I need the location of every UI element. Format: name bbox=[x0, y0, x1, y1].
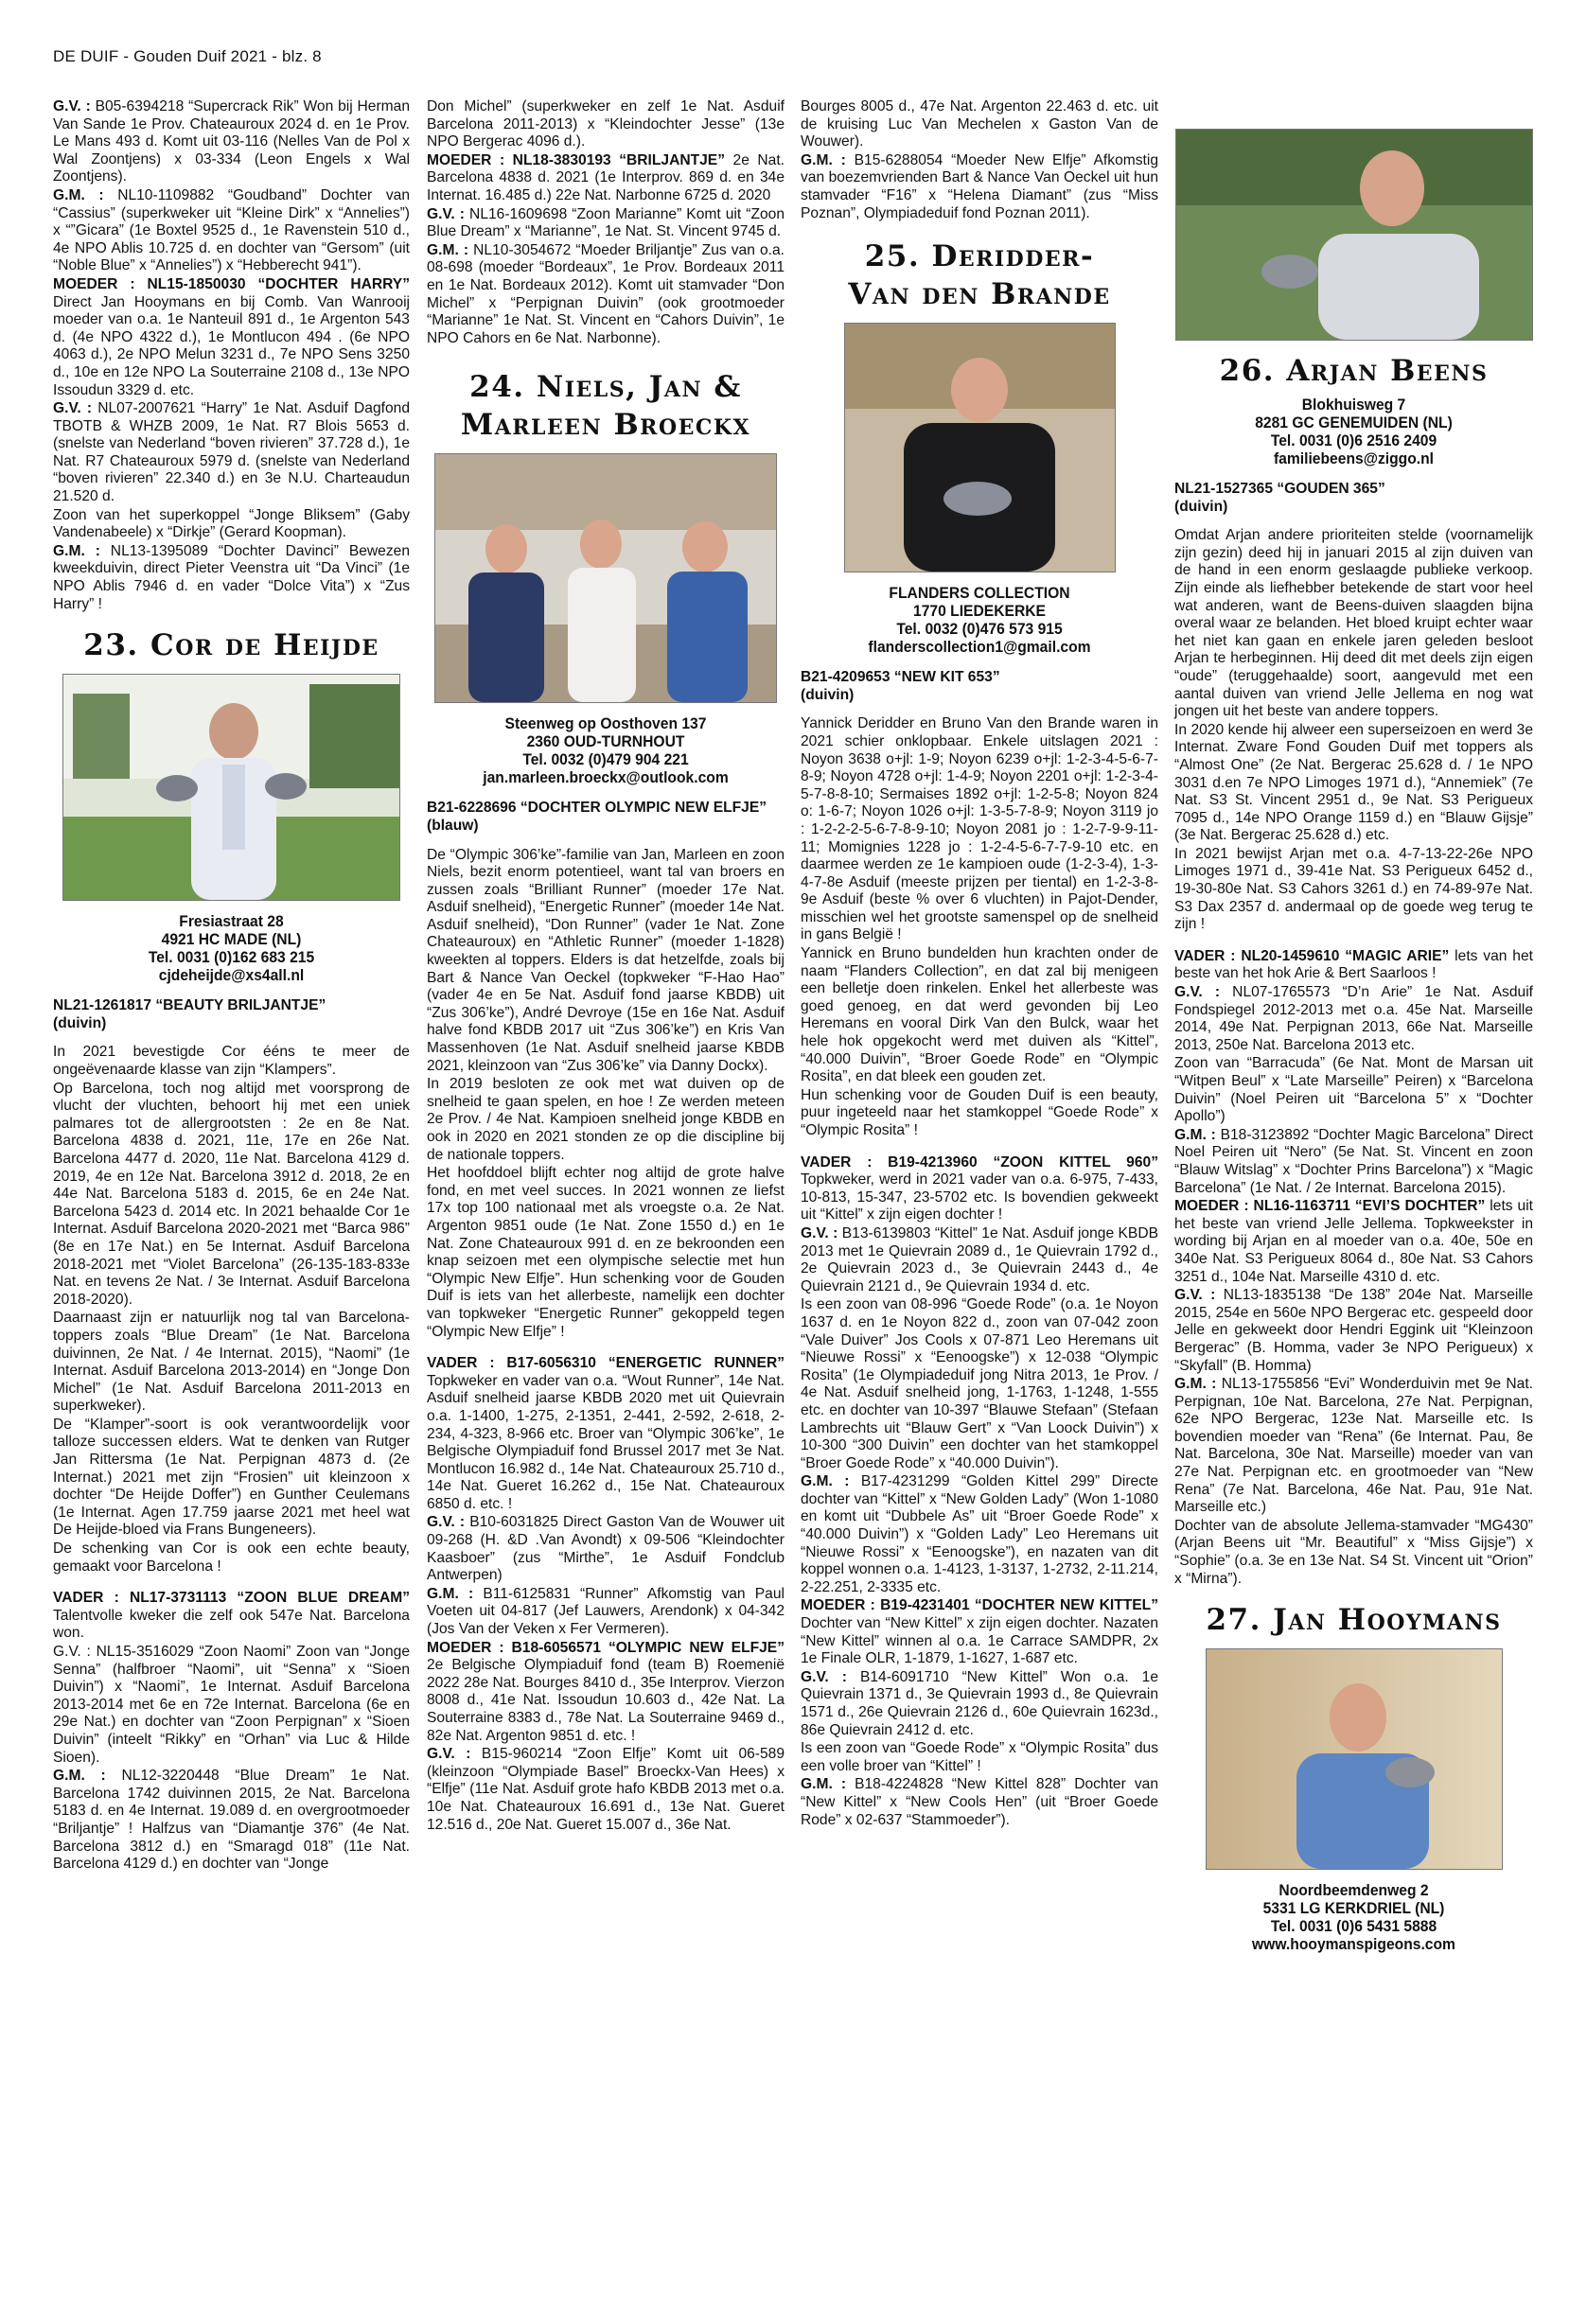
pedigree-line: G.V. : B15-960214 “Zoon Elfje” Komt uit 06-589 (kleinzoon “Olympiade Basel” Broeckx-Van Hees) x “Elfje” (11e Nat. Asduif grote hafo KBDB 2013 met o.a. 10e Nat. Chateauroux 16.691 d., 13e Nat. Gueret 12.516 d., 20e Nat. Gueret 15.007 d., 36e Nat. bbox=[427, 1746, 785, 1833]
bird-sex: (duivin) bbox=[801, 686, 855, 703]
pedigree-line: VADER : B17-6056310 “ENERGETIC RUNNER” Topkweker en vader van o.a. “Wout Runner”, 14e Nat. Asduif snelheid jaarse KBDB 2020 met uit Quievrain o.a. 1-1400, 1-275, 2-1351, 2-441, 2-592, 2-618, 2-234, 4-323, 8-966 etc. Broer van “Olympic 306’ke”, 1e Belgische Olympiaduif fond Brussel 2017 met 3e Nat. Montlucon 16.982 d., 14e Nat. Chateauroux 25.710 d., 14e Nat. Gueret 16.262 d., 15e Nat. Chateauroux 6850 d. etc. ! bbox=[427, 1355, 785, 1512]
section-title-23: 23. Cor de Heijde bbox=[83, 628, 379, 663]
paragraph: G.V. : NL07-2007621 “Harry” 1e Nat. Asduif Dagfond TBOTB & WHZB 2009, 1e Nat. R7 Blois 5653 d. (snelste van Nederland “boven rivieren” 37.728 d.), 1e Nat. R7 Chateauroux 5979 d. (snelste van Nederland “boven rivieren” 22.340 d.) en 3e N.U. Charteaudun 21.520 d. bbox=[53, 400, 410, 505]
paragraph: Omdat Arjan andere prioriteiten stelde (voornamelijk zijn gezin) deed hij in januari 2015 al zijn duiven van de hand in een enorm geslaagde publieke verkoop. Zijn einde als liefhebber betekende de start voor heel wat anderen, want de Beens-duiven slaagden bijna overal waar ze belanden. Het bloed kruipt echter waar het niet kan gaan en enkele jaren geleden besloot Arjan te herbeginnen. Hij deed dit met deels zijn eigen “oude” (teruggehaalde) soort, aangevuld met een aantal duiven van vriend Jelle Jellema en nog wat jongen uit het beste van andere toppers. bbox=[1174, 527, 1533, 720]
paragraph: Bourges 8005 d., 47e Nat. Argenton 22.463 d. etc. uit de kruising Luc Van Mechelen x Gaston Van de Wouwer). bbox=[801, 98, 1158, 150]
pedigree-line: G.V. : B13-6139803 “Kittel” 1e Nat. Asduif jonge KBDB 2013 met 1e Quievrain 2089 d., 1e Quievrain 1792 d., 2e Quievrain 2023 d., 3e Quievrain 2443 d., 4e Quievrain 2121 d., 9e Quievrain 1934 d. etc. bbox=[801, 1224, 1158, 1294]
section-title-26: 26. Arjan Beens bbox=[1219, 354, 1489, 388]
pedigree-line: Dochter van de absolute Jellema-stamvader “MG430” (Arjan Beens uit “Mr. Beautiful” x “Miss Gijsje”) x “Sophie” (o.a. 3e en 13e Nat. S4 St. Vincent uit “Orion” x “Mirna”). bbox=[1174, 1517, 1533, 1587]
bird-ring: B21-4209653 “NEW KIT 653” bbox=[801, 669, 1000, 686]
pedigree-line: Is een zoon van 08-996 “Goede Rode” (o.a. 1e Noyon 1637 d. en 1e Noyon 822 d., zoon van 07-042 zoon “Vale Duiver” Jos Cools x 07-871 Leo Heremans uit “Nieuwe Rossi” x “Eenoogske”) x 12-038 “Olympic Rosita” (1e Olympiadeduif jong Nitra 2013, 1e Prov. / 4e Nat. Asduif snelheid jong, 1-1763, 1-1248, 1-555 etc. en dochter van 10-397 “Blauwe Stefaan” (Stefaan Lambrechts uit “Blauw Gert” x “Van Loock Duivin”) x 10-300 “300 Duivin” een dochter van het stamkoppel “Broer Goede Rode” x “40.000 Duivin”). bbox=[801, 1296, 1158, 1471]
pedigree-line: MOEDER : B18-6056571 “OLYMPIC NEW ELFJE” 2e Belgische Olympiaduif fond (team B) Roemenië 2022 28e Nat. Bourges 8410 d., 35e Interprov. Vierzon 8008 d., 41e Nat. Issoudun 10.603 d., 42e Nat. La Souterraine 8383 d., 78e Nat. La Souterraine 9469 d., 82e Nat. Argenton 9851 d. etc. ! bbox=[427, 1639, 785, 1744]
pedigree-line: Is een zoon van “Goede Rode” x “Olympic Rosita” dus een volle broer van “Kittel” ! bbox=[801, 1740, 1158, 1774]
photo-jan-hooymans bbox=[1206, 1648, 1503, 1870]
paragraph: Yannick Deridder en Bruno Van den Brande waren in 2021 schier onklopbaar. Enkele uitslagen 2021 : Noyon 3638 o+jl: 1-9; Noyon 6239 o+jl: 1-2-3-4-5-6-7-8-9; Noyon 4728 o+jl: 1-4-9; Noyon 2201 o+jl: 1-2-3-4-5-7-8-8-10; Sermaises 1892 o+jl: 1-2-5-8; Noyon 824 o: 1-6-7; Noyon 1026 o+jl: 1-3-5-7-8-9; Noyon 3119 jo : 1-2-2-2-5-6-7-8-9-10; Noyon 2081 jo : 1-2-7-9-9-11-11; Momignies 1228 jo : 1-2-4-5-6-7-7-9-10 etc. en daarmee werden ze 1e kampioen oude (1-2-3-4), 1-3-4-7-8e Asduif (meeste prijzen per tiental) en 1-2-3-8-9e Asduif (beste % over 6 vluchten) in Pajot-Dender, misschien wel het grootste samenspel op de snelheid in gans België ! bbox=[801, 715, 1158, 943]
paragraph: G.M. : NL13-1395089 “Dochter Davinci” Bewezen kweekduivin, direct Pieter Veenstra uit “Da Vinci” (1e NPO Ablis 7946 d. en vader “Dolce Vita”) x “Zus Harry” ! bbox=[53, 542, 410, 612]
address-block: FLANDERS COLLECTION 1770 LIEDEKERKE Tel. 0032 (0)476 573 915 flanderscollection1@gmail.com bbox=[868, 584, 1091, 657]
paragraph: Yannick en Bruno bundelden hun krachten onder de naam “Flanders Collection”, en dat zal bij menigeen een belletje doen rinkelen. Enkel het allerbeste was goed genoeg, en dat werd gevonden bij Leo Heremans en vooral Dirk Van den Bulck, waar het hele hok opgekocht werd met duiven als “Kittel”, “40.000 Duivin”, “Broer Goede Rode” en “Olympic Rosita”, en dat bleek een gouden zet. bbox=[801, 945, 1158, 1085]
address-block: Steenweg op Oosthoven 137 2360 OUD-TURNHOUT Tel. 0032 (0)479 904 221 jan.marleen.broeckx@outlook.com bbox=[483, 714, 729, 787]
paragraph: Hun schenking voor de Gouden Duif is een beauty, puur ingeteeld naar het stamkoppel “Goede Rode” x “Olympic Rosita” ! bbox=[801, 1086, 1158, 1138]
paragraph: Don Michel” (superkweker en zelf 1e Nat. Asduif Barcelona 2011-2013) x “Kleindochter Jesse” (13e NPO Bergerac 4096 d.). bbox=[427, 98, 785, 150]
paragraph: G.V. : NL16-1609698 “Zoon Marianne” Komt uit “Zoon Blue Dream” x “Marianne”, 1e Nat. St. Vincent 9745 d. bbox=[427, 205, 785, 240]
pedigree-line: VADER : NL17-3731113 “ZOON BLUE DREAM” Talentvolle kweker die zelf ook 547e Nat. Barcelona won. bbox=[53, 1590, 410, 1642]
paragraph: In 2020 kende hij alweer een superseizoen en werd 3e Internat. Zware Fond Gouden Duif met toppers als “Almost One” (2e Nat. Bergerac 25.628 d. / 1e NPO 3031 d.en 7e NPO Limoges 1971 d.), “Annemiek” (7e Nat. S3 St. Vincent 2951 d., 9e Nat. S3 Perigueux 7095 d., 14e NPO Orange 1159 d.) en “Blauw Gijsje” (3e Nat. Bergerac 25.628 d.) etc. bbox=[1174, 721, 1533, 844]
pedigree-line: MOEDER : NL16-1163711 “EVI’S DOCHTER” lets uit het beste van vriend Jelle Jellema. Topkweekster in wording bij Arjan en al moeder van o.a. 40e, 50e en 340e Nat. S3 Perigueux 8064 d., 80e Nat. S3 Cahors 3251 d., 104e Nat. Marseille 4310 d. etc. bbox=[1174, 1198, 1533, 1285]
pedigree-line: Zoon van “Barracuda” (6e Nat. Mont de Marsan uit “Witpen Beul” x “Late Marseille” Peiren) x “Barcelona Duivin” (Noel Peiren uit “Barcelona 5” x “Dochter Apollo”) bbox=[1174, 1055, 1533, 1125]
bird-ring: B21-6228696 “DOCHTER OLYMPIC NEW ELFJE” bbox=[427, 800, 767, 817]
column-1 bbox=[53, 98, 410, 1875]
photo-deridder-van-den-brande bbox=[844, 323, 1116, 572]
paragraph: Het hoofddoel blijft echter nog altijd de grote halve fond, en met veel succes. In 2021 wonnen ze liefst 17x top 100 nationaal met als vroegste o.a. 2e Nat. Argenton 9851 oude (1e Nat. Zone 1550 d.) en 1e Nat. Zone Chateauroux 991 d. en ze bekroonden een knap seizoen met een olympische selectie met hun “Olympic New Elfje”. Hun schenking voor de Gouden Duif is iets van het allerbeste, namelijk een dochter van topkweker “Energetic Runner” gekoppeld tegen “Olympic New Elfje” ! bbox=[427, 1165, 785, 1340]
paragraph: Daarnaast zijn er natuurlijk nog tal van Barcelona-toppers zoals “Blue Dream” (1e Nat. Barcelona duivinnen, 2e Nat. / 4e Internat. 2015), “Naomi” (1e Internat. Asduif Barcelona 2013-2014) en “Jonge Don Michel” (1e Nat. Asduif Barcelona 2011-2013 en superkweker). bbox=[53, 1310, 410, 1415]
pedigree-line: G.M. : NL13-1755856 “Evi” Wonderduivin met 9e Nat. Perpignan, 10e Nat. Barcelona, 27e Nat. Perpignan, 62e NPO Bergerac, 123e Nat. Marseille etc. Is bovendien moeder van “Rena” (6e Internat. Pau, 8e Nat. Barcelona, 30e Nat. Marseille) moeder van van 27e Nat. Perpignan etc. en grootmoeder van “New Rena” (7e Nat. Barcelona, 46e Nat. Pau, 91e Nat. Marseille etc.) bbox=[1174, 1376, 1533, 1516]
paragraph: De “Klamper”-soort is ook verantwoordelijk voor talloze successen elders. Wat te denken van Rutger Jan Rittersma (1e Nat. Perpignan 4873 d. (2e Internat.) 2021 met zijn “Frosien” uit kleinzoon x dochter “De Heijde Doffer”) en Gunther Ceulemans (1e Internat. Agen 17.759 jaarse 2021 met heel wat De Heijde-bloed via Frans Bungeneers). bbox=[53, 1416, 410, 1539]
pedigree-line: G.V. : NL15-3516029 “Zoon Naomi” Zoon van “Jonge Senna” (halfbroer “Naomi”, uit “Senna” x “Sioen Duivin”) x “Naomi”, 1e Internat. Asduif Barcelona 2013-2014 met 6e en 72e Internat. Barcelona (6e en 29e Nat.) en dochter van “Zoon Perpignan” x “Sioen Duivin” (inteelt “Rikky” en “Orhan” via Luc & Hilde Sioen). bbox=[53, 1644, 410, 1766]
pedigree-line: MOEDER : B19-4231401 “DOCHTER NEW KITTEL” Dochter van “New Kittel” x zijn eigen dochter. Nazaten “New Kittel” winnen al o.a. 1e Carrace SAMDPR, 2x 1e Finale OLR, 1-1879, 1-1627, 1-687 etc. bbox=[801, 1597, 1158, 1667]
column-2 bbox=[427, 98, 785, 1835]
photo-arjan-beens bbox=[1175, 129, 1533, 341]
pedigree-line: G.M. : B18-4224828 “New Kittel 828” Dochter van “New Kittel” x “New Cools Hen” (uit “Broer Goede Rode” x 02-637 “Stammoeder”). bbox=[801, 1776, 1158, 1828]
bird-ring: NL21-1261817 “BEAUTY BRILJANTJE” bbox=[53, 997, 326, 1014]
pedigree-line: G.V. : B14-6091710 “New Kittel” Won o.a. 1e Quievrain 1371 d., 3e Quievrain 1993 d., 8e Quievrain 1571 d., 26e Quievrain 2126 d., 60e Quievrain 1623d., 86e Quievrain 2412 d. etc. bbox=[801, 1668, 1158, 1738]
address-block: Fresiastraat 28 4921 HC MADE (NL) Tel. 0031 (0)162 683 215 cjdeheijde@xs4all.nl bbox=[148, 912, 315, 985]
photo-broeckx-family bbox=[434, 453, 777, 703]
pedigree-line: G.M. : B18-3123892 “Dochter Magic Barcelona” Direct Noel Peiren uit “Nero” (5e Nat. St. Vincent en zoon “Blauw Witslag” x “Dochter Prins Barcelona”) x “Magic Barcelona” (1e Nat. / 2e Internat. Barcelona 2015). bbox=[1174, 1126, 1533, 1196]
paragraph: De “Olympic 306’ke”-familie van Jan, Marleen en zoon Niels, bezit enorm potentieel, want tal van broers en zussen zoals “Brilliant Runner” (moeder 17e Nat. Asduif snelheid), “Energetic Runner” (moeder 14e Nat. Asduif snelheid), “Don Runner” (vader 1e Nat. Zone Chateauroux) en “Athletic Runner” (moeder 1-1828) kweekten al toppers. Elders is dat hetzelfde, zoals bij Bart & Nance Van Oeckel (topkweker “F-Hao Hao” (vader 4e en 5e Nat. Asduif fond jaarse KBDB) uit “Zus 306’ke”), André Devroye (15e en 16e Nat. Asduif halve fond KBDB 2017 uit “Zus 306’ke”) en Kris Van Massenhoven (1e Nat. Asduif snelheid jaarse KBDB 2021, kleinzoon van “Zus 306’ke” via Danny Dockx). bbox=[427, 846, 785, 1074]
paragraph: In 2021 bevestigde Cor ééns te meer de ongeëvenaarde klasse van zijn “Klampers”. bbox=[53, 1044, 410, 1078]
pedigree-line: VADER : NL20-1459610 “MAGIC ARIE” lets van het beste van het hok Arie & Bert Saarloos ! bbox=[1174, 947, 1533, 982]
paragraph: Op Barcelona, toch nog altijd met voorsprong de vlucht der vluchten, behoort hij met een uniek palmares tot de allergrootsten : 2e en 8e Nat. Barcelona 4838 d. 2021, 11e, 17e en 26e Nat. Barcelona 4477 d. 2020, 11e Nat. Barcelona 4129 d. 2019, 4e en 12e Nat. Barcelona 3912 d. 2018, 2e en 44e Nat. Barcelona 5183 d. 2015, 6e en 24e Nat. Barcelona 5423 d. 2014 etc. In 2021 behaalde Cor 1e Internat. Asduif Barcelona 2020-2021 met “Barca 986” (8e en 17e Nat.) en 5e Internat. Asduif Barcelona 2018-2021 met “Violet Barcelona” (26-135-183-833e Nat. en tevens 2e Nat. / 3e Internat. Asduif Barcelona 2018-2020). bbox=[53, 1080, 410, 1308]
paragraph: MOEDER : NL18-3830193 “BRILJANTJE” 2e Nat. Barcelona 4838 d. 2021 (1e Interprov. 869 d. en 34e Internat. 16.485 d.) 22e Nat. Narbonne 6725 d. 2020 bbox=[427, 151, 785, 203]
bird-sex: (duivin) bbox=[53, 1014, 107, 1031]
column-4 bbox=[1174, 129, 1533, 1966]
paragraph: In 2021 bewijst Arjan met o.a. 4-7-13-22-26e NPO Limoges 1971 d., 39-41e Nat. S3 Perigueux 6452 d., 19-30-80e Nat. S3 Cahors 3261 d.) en 74-89-97e Nat. S3 Dax 2357 d. andermaal op de goede weg terug te zijn ! bbox=[1174, 845, 1533, 933]
paragraph: In 2019 besloten ze ook met wat duiven op de snelheid te gaan spelen, en hoe ! Ze werden meteen 2e Prov. / 4e Nat. Kampioen snelheid jonge KBDB en ook in 2020 en 2021 stonden ze op die discipline bij de nationale toppers. bbox=[427, 1076, 785, 1163]
pedigree-line: G.V. : NL07-1765573 “D’n Arie” 1e Nat. Asduif Fondspiegel 2012-2013 met o.a. 45e Nat. Marseille 2014, 49e Nat. Perpignan 2013, 66e Nat. Marseille 2013, 250e Nat. Barcelona 2013 etc. bbox=[1174, 984, 1533, 1053]
pedigree-line: G.V. : B10-6031825 Direct Gaston Van de Wouwer uit 09-268 (H. &D .Van Avondt) x 09-506 “Kleindochter Kaasboer” (zus “Mirthe”, 1e Asduif Fondclub Antwerpen) bbox=[427, 1514, 785, 1584]
pedigree-line: VADER : B19-4213960 “ZOON KITTEL 960” Topkweker, werd in 2021 vader van o.a. 6-975, 7-433, 10-813, 15-347, 23-5702 etc. Is bovendien gekweekt uit “Kittel” x zijn eigen dochter ! bbox=[801, 1153, 1158, 1224]
address-block: Noordbeemdenweg 2 5331 LG KERKDRIEL (NL) Tel. 0031 (0)6 5431 5888 www.hooymanspigeons.com bbox=[1252, 1881, 1455, 1954]
page-header: DE DUIF - Gouden Duif 2021 - blz. 8 bbox=[53, 47, 322, 65]
section-title-24: 24. Niels, Jan & Marleen Broeckx bbox=[460, 370, 751, 443]
paragraph: G.M. : B15-6288054 “Moeder New Elfje” Afkomstig van boezemvrienden Bart & Nance Van Oeckel uit hun stamvader “F16” x “Helena Diamant” (zus “Miss Poznan”, Olympiadeduif fond Poznan 2011). bbox=[801, 151, 1158, 221]
bird-sex: (duivin) bbox=[1174, 498, 1228, 515]
pedigree-line: G.V. : NL13-1835138 “De 138” 204e Nat. Marseille 2015, 254e en 560e NPO Bergerac etc. gespeeld door Jelle en gekweekt door Hendri Eggink uit “Kleinzoon Bergerac” (B. Homma, vader 3e NPO Perigueux) x “Skyfall” (B. Homma) bbox=[1174, 1287, 1533, 1374]
paragraph: De schenking van Cor is ook een echte beauty, gemaakt voor Barcelona ! bbox=[53, 1541, 410, 1575]
section-title-25: 25. Deridder- Van den Brande bbox=[848, 239, 1111, 312]
photo-cor-de-heijde bbox=[62, 674, 400, 901]
paragraph: Zoon van het superkoppel “Jonge Bliksem” (Gaby Vandenabeele) x “Dirkje” (Gerard Koopman). bbox=[53, 506, 410, 541]
paragraph: G.V. : B05-6394218 “Supercrack Rik” Won bij Herman Van Sande 1e Prov. Chateauroux 2024 d. en 1e Prov. Le Mans 493 d. Komt uit 03-116 (Nelles Van de Pol x Wal Zoontjens) x 03-334 (Leon Engels x Wal Zoontjens). bbox=[53, 98, 410, 185]
bird-sex: (blauw) bbox=[427, 817, 479, 834]
col1-top-text bbox=[53, 98, 410, 613]
paragraph: MOEDER : NL15-1850030 “DOCHTER HARRY” Direct Jan Hooymans en bij Comb. Van Wanrooij moeder van o.a. 1e Nanteuil 891 d., 1e Argenton 543 d. (4e NPO 4322 d.), 1e Montlucon 494 . (6e NPO 4063 d.), 2e NPO Melun 3231 d., 7e NPO Sens 3250 d., 10e en 12e NPO La Souterraine 2108 d., 13e NPO Issoudun 3329 d. etc. bbox=[53, 275, 410, 398]
paragraph: G.M. : NL10-3054672 “Moeder Briljantje” Zus van o.a. 08-698 (moeder “Bordeaux”, 1e Prov. Bordeaux 2011 en 1e Nat. Bordeaux 2012). Komt uit stamvader “Don Michel” x “Perpignan Duivin” (ook grootmoeder “Marianne” 1e Nat. St. Vincent en “Cahors Duivin”, 1e NPO Cahors en 6e Nat. Narbonne). bbox=[427, 241, 785, 346]
address-block: Blokhuisweg 7 8281 GC GENEMUIDEN (NL) Tel. 0031 (0)6 2516 2409 familiebeens@ziggo.nl bbox=[1255, 396, 1453, 467]
bird-ring: NL21-1527365 “GOUDEN 365” bbox=[1174, 481, 1385, 497]
paragraph: G.M. : NL10-1109882 “Goudband” Dochter van “Cassius” (superkweker uit “Kleine Dirk” x “Annelies”) x “”Gicara” (1e Boxtel 9525 d., 1e Ravenstein 510 d., 4e NPO Ablis 10.725 d. en dochter van “Gersom” (uit “Noble Blue” x “Annelies”) x “Hebberecht 941”). bbox=[53, 186, 410, 274]
column-3 bbox=[801, 98, 1158, 1830]
pedigree-line: G.M. : B11-6125831 “Runner” Afkomstig van Paul Voeten uit 04-817 (Jef Lauwers, Arendonk) x 04-342 (Jos Van der Veken x Fer Vermeren). bbox=[427, 1585, 785, 1638]
pedigree-line: G.M. : B17-4231299 “Golden Kittel 299” Directe dochter van “Kittel” x “New Golden Lady” (Won 1-1080 en komt uit “Dubbele As” uit “Broer Goede Rode” x “40.000 Duivin”) x “Golden Lady” Leo Heremans uit “Nieuwe Rossi” x “Eenoogske”), en nazaten van dit koppel wonnen o.a. 1-4123, 1-3137, 1-2732, 2-11.214, 2-22.251, 2-3335 etc. bbox=[801, 1473, 1158, 1595]
section-title-27: 27. Jan Hooymans bbox=[1206, 1603, 1502, 1638]
pedigree-line: G.M. : NL12-3220448 “Blue Dream” 1e Nat. Barcelona 1742 duivinnen 2015, 2e Nat. Barcelona 5183 d. en 4e Internat. 19.089 d. en overgrootmoeder “Briljantje” ! Halfzus van “Diamantje 376” (4e Nat. Barcelona 3812 d.) en “Smaragd 018” (11e Nat. Barcelona 4129 d.) en dochter van “Jonge bbox=[53, 1768, 411, 1873]
